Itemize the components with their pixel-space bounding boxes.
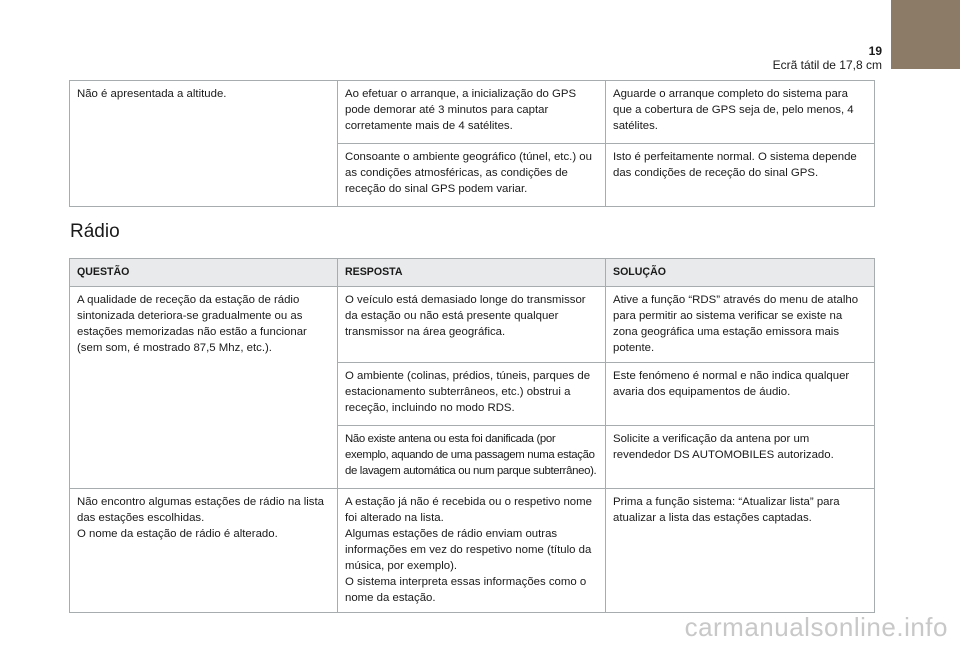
table-row: [70, 81, 875, 144]
solution-cell: Este fenómeno é normal e não indica qualquer avaria dos equipamentos de áudio.: [606, 363, 875, 426]
answer-cell: O veículo está demasiado longe do transmissor da estação ou não está presente qualquer transmissor na área geográfica.: [338, 287, 606, 363]
gps-table: [69, 80, 875, 207]
table-row: [70, 489, 875, 613]
column-header-solution: SOLUÇÃO: [606, 259, 875, 287]
solution-cell: Prima a função sistema: “Atualizar lista” para atualizar a lista das estações captadas.: [606, 489, 875, 613]
column-header-question: QUESTÃO: [70, 259, 338, 287]
answer-cell: A estação já não é recebida ou o respetivo nome foi alterado na lista. Algumas estações de rádio enviam outras informações em vez do respetivo nome (título da música, por exemplo). O sistema interpreta essas informações como o nome da estação.: [338, 489, 606, 613]
answer-cell: Ao efetuar o arranque, a inicialização do GPS pode demorar até 3 minutos para captar corretamente mais de 4 satélites.: [338, 81, 606, 144]
question-cell: Não encontro algumas estações de rádio na lista das estações escolhidas. O nome da estação de rádio é alterado.: [70, 489, 338, 613]
solution-cell: Isto é perfeitamente normal. O sistema depende das condições de receção do sinal GPS.: [606, 144, 875, 207]
table-header-row: [70, 259, 875, 287]
question-cell: A qualidade de receção da estação de rádio sintonizada deteriora-se gradualmente ou as estações memorizadas não estão a funcionar (sem som, é mostrado 87,5 Mhz, etc.).: [70, 287, 338, 489]
table-row: [70, 287, 875, 363]
section-header: Ecrã tátil de 17,8 cm: [772, 58, 882, 72]
column-header-answer: RESPOSTA: [338, 259, 606, 287]
solution-cell: Ative a função “RDS” através do menu de atalho para permitir ao sistema verificar se existe na zona geográfica uma estação emissora mais potente.: [606, 287, 875, 363]
solution-cell: Solicite a verificação da antena por um revendedor DS AUTOMOBILES autorizado.: [606, 426, 875, 489]
answer-cell: Não existe antena ou esta foi danificada (por exemplo, aquando de uma passagem numa estação de lavagem automática ou num parque subterrâneo).: [338, 426, 606, 489]
answer-cell: O ambiente (colinas, prédios, túneis, parques de estacionamento subterrâneos, etc.) obstrui a receção, incluindo no modo RDS.: [338, 363, 606, 426]
radio-table: [69, 258, 875, 613]
chapter-tab: [891, 0, 960, 69]
answer-cell: Consoante o ambiente geográfico (túnel, etc.) ou as condições atmosféricas, as condições de receção do sinal GPS podem variar.: [338, 144, 606, 207]
section-title: Rádio: [70, 221, 120, 242]
watermark: carmanualsonline.info: [684, 612, 948, 642]
question-cell: Não é apresentada a altitude.: [70, 81, 338, 207]
page-number: 19: [868, 44, 882, 58]
solution-cell: Aguarde o arranque completo do sistema para que a cobertura de GPS seja de, pelo menos, 4 satélites.: [606, 81, 875, 144]
